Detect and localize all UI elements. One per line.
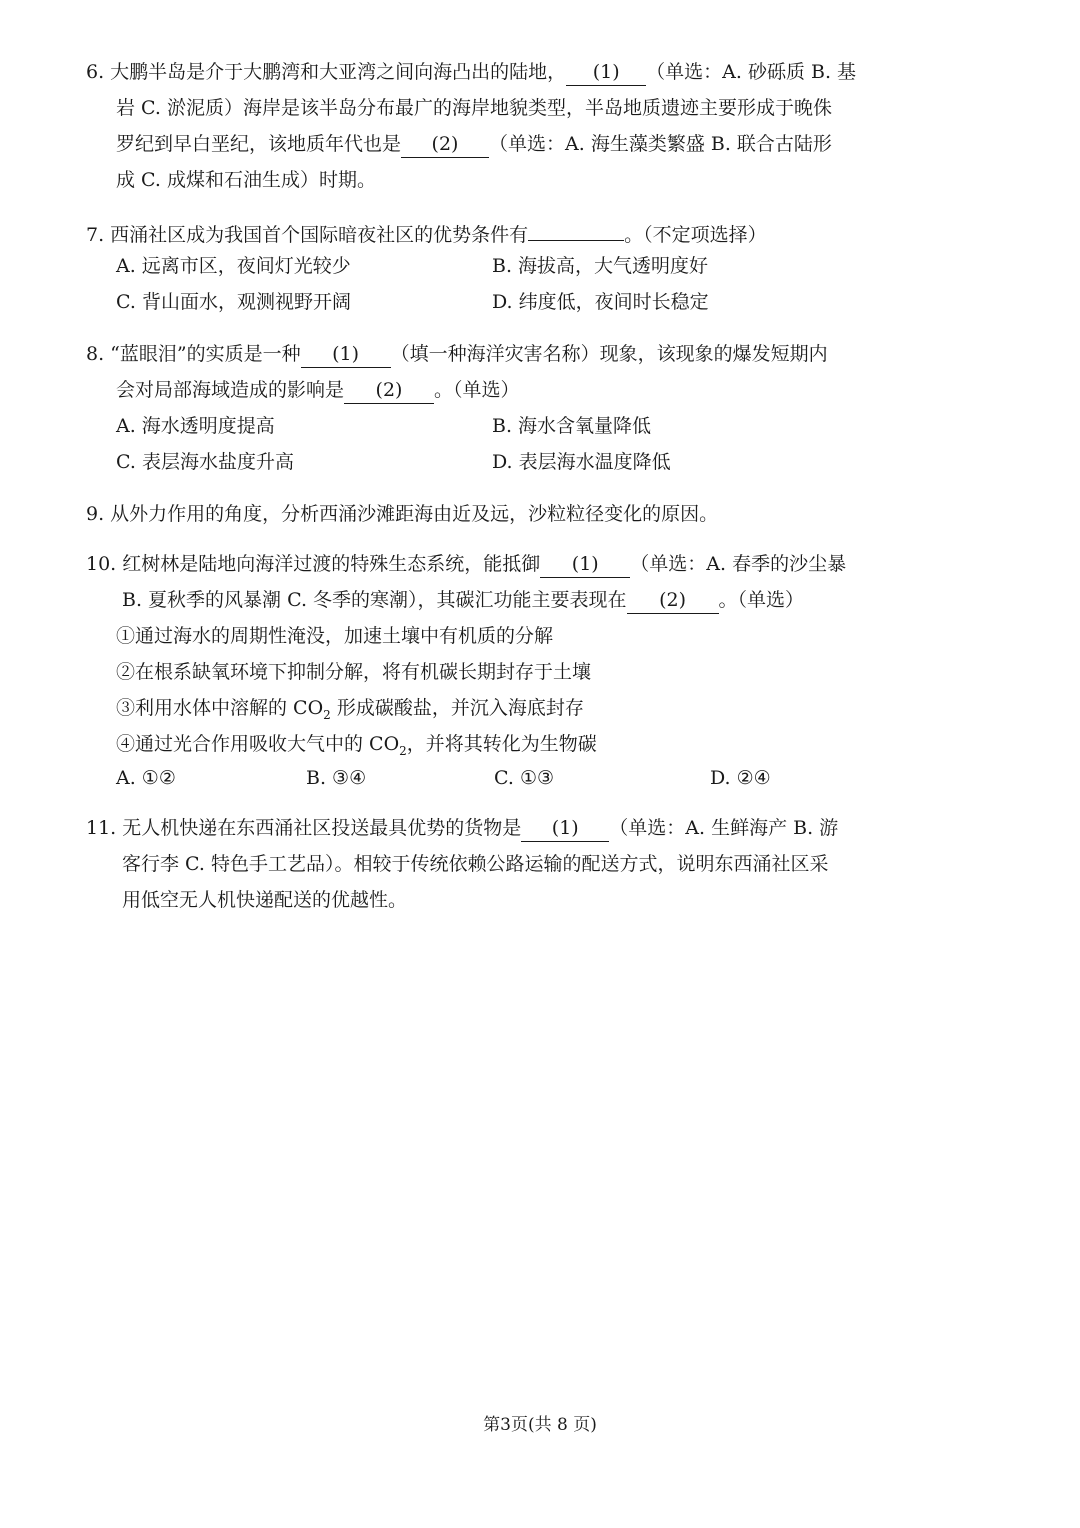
q10-text: （单选：A. 春季的沙尘暴 xyxy=(630,553,847,575)
q10-statement-3-text: ③利用水体中溶解的 CO xyxy=(116,697,324,719)
q10-statement-2: ②在根系缺氧环境下抑制分解，将有机碳长期封存于土壤 xyxy=(116,661,592,683)
q10-text: B. 夏秋季的风暴潮 C. 冬季的寒潮），其碳汇功能主要表现在 xyxy=(122,589,627,611)
q8-text: 8. “蓝眼泪”的实质是一种 xyxy=(86,343,301,365)
q10-option-a: A. ①② xyxy=(116,767,176,789)
q6-line-2 xyxy=(116,94,832,122)
q10-line-1 xyxy=(86,550,846,578)
q10-statement-3 xyxy=(116,694,584,722)
q8-text: 会对局部海域造成的影响是 xyxy=(116,379,345,401)
q8-option-c: C. 表层海水盐度升高 xyxy=(116,451,294,473)
q11-text: 客行李 C. 特色手工艺品）。相较于传统依赖公路运输的配送方式，说明东西涌社区采 xyxy=(122,853,829,875)
q8-blank-1: (1) xyxy=(301,343,391,368)
q8-text: 。（单选） xyxy=(434,379,520,401)
q10-text: 。（单选） xyxy=(718,589,805,611)
q10-option-c: C. ①③ xyxy=(494,767,555,789)
q8-option-a: A. 海水透明度提高 xyxy=(116,415,275,437)
q8-line-2 xyxy=(116,376,520,404)
q10-option-b: B. ③④ xyxy=(306,767,367,789)
q6-blank-1: (1) xyxy=(566,61,646,86)
q11-line-2 xyxy=(122,850,828,878)
q8-text: （填一种海洋灾害名称）现象，该现象的爆发短期内 xyxy=(390,343,828,365)
q10-statement-4-text: ④通过光合作用吸收大气中的 CO xyxy=(116,733,400,755)
q6-text: 6. 大鹏半岛是介于大鹏湾和大亚湾之间向海凸出的陆地， xyxy=(86,61,567,83)
q11-line-3 xyxy=(122,886,407,914)
q8-blank-2: (2) xyxy=(344,379,434,404)
q7-blank xyxy=(528,216,624,241)
q10-line-2 xyxy=(122,586,804,614)
q11-text: （单选：A. 生鲜海产 B. 游 xyxy=(609,817,839,839)
q7-stem xyxy=(86,216,767,244)
q6-text: （单选：A. 砂砾质 B. 基 xyxy=(646,61,857,83)
q10-statement-3-subscript: 2 xyxy=(323,707,331,722)
q6-text: 岩 C. 淤泥质）海岸是该半岛分布最广的海岸地貌类型，半岛地质遗迹主要形成于晚侏 xyxy=(116,97,832,119)
q10-statement-3-text: 形成碳酸盐，并沉入海底封存 xyxy=(330,697,584,719)
q10-statement-4-subscript: 2 xyxy=(399,743,407,758)
q7-text: 。（不定项选择） xyxy=(624,224,767,246)
q10-statement-1: ①通过海水的周期性淹没，加速土壤中有机质的分解 xyxy=(116,625,554,647)
q7-option-b: B. 海拔高，大气透明度好 xyxy=(492,255,709,277)
q10-blank-1: (1) xyxy=(540,553,630,578)
q10-option-d: D. ②④ xyxy=(710,767,771,789)
q10-blank-2: (2) xyxy=(627,589,719,614)
q8-option-b: B. 海水含氧量降低 xyxy=(492,415,652,437)
q6-text: 罗纪到早白垩纪，该地质年代也是 xyxy=(116,133,402,155)
q8-option-d: D. 表层海水温度降低 xyxy=(492,451,671,473)
q10-statement-4 xyxy=(116,730,597,758)
q7-option-a: A. 远离市区，夜间灯光较少 xyxy=(116,255,351,277)
q10-text: 10. 红树林是陆地向海洋过渡的特殊生态系统，能抵御 xyxy=(86,553,541,575)
q6-blank-2: (2) xyxy=(401,133,489,158)
q11-text: 11. 无人机快递在东西涌社区投送最具优势的货物是 xyxy=(86,817,522,839)
q8-line-1 xyxy=(86,340,828,368)
page-number: 第3页(共 8 页) xyxy=(483,1415,597,1435)
q10-statement-4-text: ，并将其转化为生物碳 xyxy=(406,733,597,755)
q11-blank-1: (1) xyxy=(521,817,609,842)
q7-text: 7. 西涌社区成为我国首个国际暗夜社区的优势条件有 xyxy=(86,224,529,246)
q6-text: （单选：A. 海生藻类繁盛 B. 联合古陆形 xyxy=(489,133,832,155)
q6-line-3 xyxy=(116,130,832,158)
q6-text: 成 C. 成煤和石油生成）时期。 xyxy=(116,169,376,191)
q6-line-4 xyxy=(116,166,376,194)
q11-text: 用低空无人机快递配送的优越性。 xyxy=(122,889,408,911)
q9-stem xyxy=(86,500,718,528)
q7-option-d: D. 纬度低，夜间时长稳定 xyxy=(492,291,709,313)
q6-line-1 xyxy=(86,58,856,86)
q9-text: 9. 从外力作用的角度，分析西涌沙滩距海由近及远，沙粒粒径变化的原因。 xyxy=(86,503,719,525)
q11-line-1 xyxy=(86,814,838,842)
q7-option-c: C. 背山面水，观测视野开阔 xyxy=(116,291,351,313)
